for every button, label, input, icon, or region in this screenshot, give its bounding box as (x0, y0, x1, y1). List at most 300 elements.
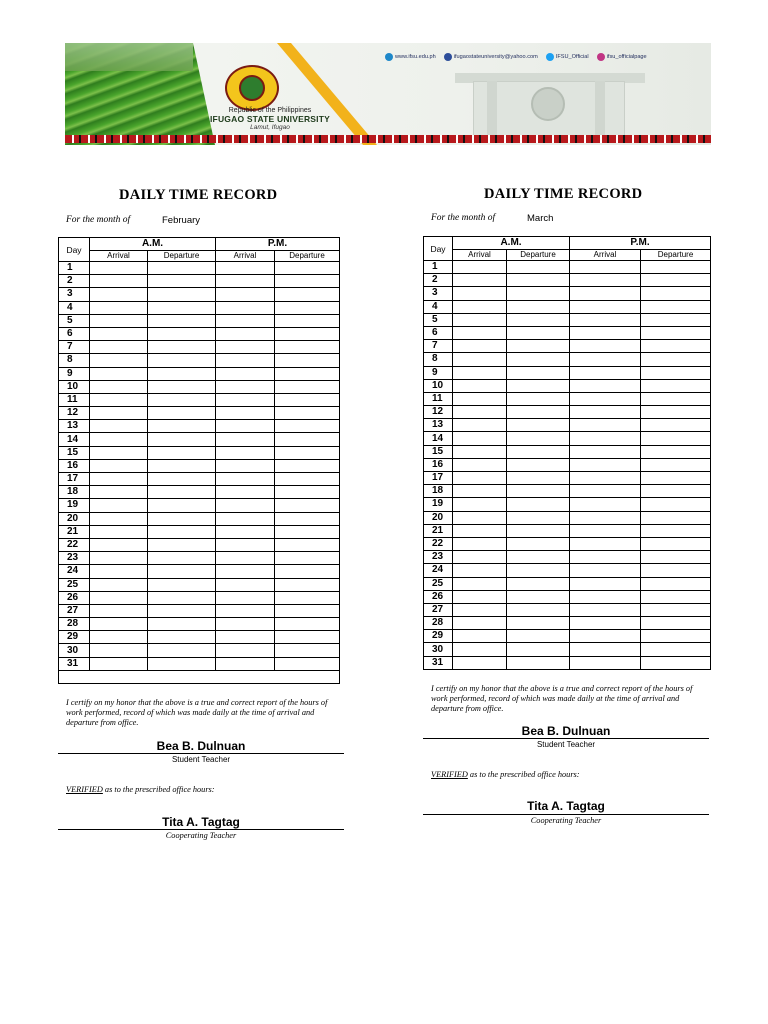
pm-arrival-cell[interactable] (216, 459, 275, 472)
am-arrival-cell[interactable] (453, 340, 507, 353)
am-departure-cell[interactable] (507, 577, 570, 590)
table-row (59, 591, 340, 604)
am-departure-cell[interactable] (148, 407, 216, 420)
am-departure-cell[interactable] (507, 564, 570, 577)
am-arrival-cell[interactable] (453, 419, 507, 432)
am-arrival-cell[interactable] (90, 525, 148, 538)
pm-arrival-cell[interactable] (216, 499, 275, 512)
am-departure-cell[interactable] (507, 379, 570, 392)
pm-departure-cell[interactable] (641, 406, 711, 419)
pm-arrival-cell[interactable] (570, 274, 641, 287)
am-departure-cell[interactable] (507, 340, 570, 353)
pm-arrival-cell[interactable] (570, 643, 641, 656)
am-arrival-cell[interactable] (453, 485, 507, 498)
am-arrival-cell[interactable] (90, 354, 148, 367)
pm-arrival-cell[interactable] (216, 341, 275, 354)
am-departure-cell[interactable] (507, 472, 570, 485)
form-title: DAILY TIME RECORD (119, 187, 278, 203)
am-departure-cell[interactable] (507, 419, 570, 432)
pm-departure-cell[interactable] (275, 367, 340, 380)
pm-departure-cell[interactable] (275, 591, 340, 604)
social-facebook[interactable]: ifugaostateuniversity@yahoo.com (444, 53, 538, 61)
pm-arrival-cell[interactable] (216, 288, 275, 301)
pm-departure-cell[interactable] (275, 538, 340, 551)
pm-departure-cell[interactable] (275, 407, 340, 420)
pm-arrival-cell[interactable] (216, 618, 275, 631)
pm-arrival-cell[interactable] (570, 551, 641, 564)
blank-row (59, 670, 340, 683)
pm-departure-cell[interactable] (275, 420, 340, 433)
am-departure-cell[interactable] (148, 446, 216, 459)
am-arrival-cell[interactable] (90, 644, 148, 657)
pm-arrival-cell[interactable] (216, 644, 275, 657)
day-number: 31 (424, 656, 453, 669)
pm-arrival-cell[interactable] (216, 301, 275, 314)
pm-departure-cell[interactable] (641, 617, 711, 630)
table-row (59, 301, 340, 314)
am-arrival-cell[interactable] (90, 301, 148, 314)
am-arrival-cell[interactable] (90, 367, 148, 380)
social-instagram[interactable]: ifsu_officialpage (597, 53, 647, 61)
pm-departure-cell[interactable] (641, 287, 711, 300)
am-arrival-cell[interactable] (453, 392, 507, 405)
pm-departure-cell[interactable] (275, 354, 340, 367)
verified-word: VERIFIED (66, 785, 103, 794)
pm-departure-cell[interactable] (641, 326, 711, 339)
pm-departure-cell[interactable] (641, 432, 711, 445)
pm-arrival-cell[interactable] (570, 432, 641, 445)
am-departure-cell[interactable] (507, 406, 570, 419)
pm-departure-cell[interactable] (275, 512, 340, 525)
pm-arrival-cell[interactable] (216, 657, 275, 670)
cooperating-teacher-name: Tita A. Tagtag (162, 815, 240, 829)
day-number: 9 (59, 367, 90, 380)
am-departure-cell[interactable] (148, 618, 216, 631)
am-arrival-cell[interactable] (453, 261, 507, 274)
pm-arrival-cell[interactable] (570, 630, 641, 643)
pm-departure-cell[interactable] (641, 458, 711, 471)
am-departure-cell[interactable] (148, 314, 216, 327)
pm-departure-cell[interactable] (275, 525, 340, 538)
am-departure-header: Departure (507, 250, 570, 261)
am-arrival-cell[interactable] (90, 591, 148, 604)
am-departure-cell[interactable] (148, 393, 216, 406)
table-row (59, 433, 340, 446)
am-arrival-cell[interactable] (453, 656, 507, 669)
pm-arrival-cell[interactable] (570, 419, 641, 432)
am-departure-cell[interactable] (507, 326, 570, 339)
am-arrival-cell[interactable] (90, 657, 148, 670)
pm-departure-cell[interactable] (275, 565, 340, 578)
day-number: 28 (59, 618, 90, 631)
pm-departure-cell[interactable] (275, 262, 340, 275)
pm-departure-cell[interactable] (641, 472, 711, 485)
social-twitter[interactable]: IFSU_Official (546, 53, 589, 61)
am-arrival-cell[interactable] (453, 617, 507, 630)
pm-departure-cell[interactable] (275, 380, 340, 393)
am-departure-cell[interactable] (148, 591, 216, 604)
cooperating-teacher-role: Cooperating Teacher (165, 831, 237, 840)
am-arrival-cell[interactable] (90, 327, 148, 340)
pm-departure-cell[interactable] (641, 274, 711, 287)
am-arrival-cell[interactable] (90, 341, 148, 354)
pm-departure-cell[interactable] (641, 564, 711, 577)
pm-departure-cell[interactable] (641, 366, 711, 379)
table-row (59, 341, 340, 354)
table-row (59, 552, 340, 565)
am-arrival-cell[interactable] (90, 275, 148, 288)
pm-departure-cell[interactable] (275, 288, 340, 301)
globe-icon (385, 53, 393, 61)
social-website[interactable]: www.ifsu.edu.ph (385, 53, 436, 61)
pm-arrival-cell[interactable] (216, 433, 275, 446)
pm-arrival-cell[interactable] (570, 287, 641, 300)
pm-departure-cell[interactable] (641, 537, 711, 550)
am-departure-cell[interactable] (507, 274, 570, 287)
am-departure-cell[interactable] (148, 327, 216, 340)
am-departure-cell[interactable] (507, 392, 570, 405)
pm-arrival-cell[interactable] (216, 367, 275, 380)
pm-departure-cell[interactable] (641, 603, 711, 616)
pm-departure-cell[interactable] (275, 459, 340, 472)
am-arrival-cell[interactable] (453, 537, 507, 550)
pm-departure-cell[interactable] (641, 524, 711, 537)
am-departure-cell[interactable] (148, 433, 216, 446)
pm-arrival-cell[interactable] (216, 275, 275, 288)
pm-arrival-cell[interactable] (216, 327, 275, 340)
am-departure-cell[interactable] (148, 341, 216, 354)
am-arrival-cell[interactable] (453, 379, 507, 392)
day-header: Day (424, 237, 453, 261)
pm-arrival-cell[interactable] (570, 379, 641, 392)
am-departure-cell[interactable] (507, 511, 570, 524)
am-arrival-cell[interactable] (453, 406, 507, 419)
pm-departure-cell[interactable] (641, 419, 711, 432)
table-row (59, 604, 340, 617)
pm-arrival-cell[interactable] (216, 538, 275, 551)
pm-arrival-cell[interactable] (570, 537, 641, 550)
am-departure-cell[interactable] (148, 604, 216, 617)
table-row (59, 393, 340, 406)
am-departure-cell[interactable] (148, 644, 216, 657)
am-arrival-cell[interactable] (90, 618, 148, 631)
am-arrival-cell[interactable] (90, 552, 148, 565)
day-number: 24 (59, 565, 90, 578)
am-departure-cell[interactable] (148, 301, 216, 314)
pm-arrival-cell[interactable] (216, 380, 275, 393)
pm-arrival-cell[interactable] (570, 564, 641, 577)
pm-departure-cell[interactable] (275, 301, 340, 314)
am-arrival-cell[interactable] (453, 300, 507, 313)
pm-arrival-cell[interactable] (570, 656, 641, 669)
am-arrival-cell[interactable] (453, 287, 507, 300)
verified-statement: VERIFIED as to the prescribed office hours: (66, 785, 215, 794)
am-arrival-cell[interactable] (453, 326, 507, 339)
table-row (59, 657, 340, 670)
day-number: 14 (424, 432, 453, 445)
pm-arrival-cell[interactable] (216, 565, 275, 578)
pm-departure-cell[interactable] (641, 353, 711, 366)
table-row (59, 631, 340, 644)
am-departure-cell[interactable] (507, 643, 570, 656)
table-row (424, 472, 711, 485)
pm-arrival-cell[interactable] (570, 524, 641, 537)
cooperating-signature-line (423, 814, 709, 815)
am-departure-cell[interactable] (507, 261, 570, 274)
am-departure-cell[interactable] (507, 353, 570, 366)
am-arrival-cell[interactable] (90, 578, 148, 591)
am-arrival-cell[interactable] (90, 565, 148, 578)
pm-arrival-cell[interactable] (570, 406, 641, 419)
am-arrival-cell[interactable] (453, 551, 507, 564)
pm-departure-cell[interactable] (275, 473, 340, 486)
am-departure-cell[interactable] (507, 551, 570, 564)
pm-departure-cell[interactable] (641, 511, 711, 524)
am-arrival-cell[interactable] (453, 511, 507, 524)
pm-departure-cell[interactable] (641, 300, 711, 313)
table-row (424, 287, 711, 300)
am-arrival-cell[interactable] (90, 604, 148, 617)
pm-departure-cell[interactable] (641, 485, 711, 498)
table-row (424, 432, 711, 445)
pm-arrival-cell[interactable] (216, 393, 275, 406)
am-departure-cell[interactable] (507, 603, 570, 616)
am-departure-cell[interactable] (507, 287, 570, 300)
pm-arrival-cell[interactable] (570, 458, 641, 471)
pm-arrival-cell[interactable] (570, 603, 641, 616)
am-arrival-cell[interactable] (90, 446, 148, 459)
am-departure-cell[interactable] (148, 499, 216, 512)
pm-arrival-cell[interactable] (216, 314, 275, 327)
pm-departure-cell[interactable] (275, 314, 340, 327)
am-departure-cell[interactable] (507, 445, 570, 458)
day-number: 29 (424, 630, 453, 643)
pm-arrival-cell[interactable] (216, 407, 275, 420)
pm-arrival-cell[interactable] (216, 473, 275, 486)
am-arrival-cell[interactable] (90, 288, 148, 301)
am-arrival-cell[interactable] (90, 512, 148, 525)
pm-arrival-cell[interactable] (216, 631, 275, 644)
am-arrival-cell[interactable] (453, 577, 507, 590)
am-arrival-cell[interactable] (453, 458, 507, 471)
pm-departure-cell[interactable] (641, 643, 711, 656)
pm-arrival-cell[interactable] (570, 340, 641, 353)
pm-departure-cell[interactable] (275, 327, 340, 340)
pm-arrival-cell[interactable] (570, 617, 641, 630)
am-departure-cell[interactable] (507, 590, 570, 603)
pm-arrival-cell[interactable] (570, 261, 641, 274)
am-arrival-cell[interactable] (453, 643, 507, 656)
day-number: 12 (424, 406, 453, 419)
am-arrival-cell[interactable] (90, 473, 148, 486)
pm-departure-cell[interactable] (641, 340, 711, 353)
am-departure-cell[interactable] (507, 537, 570, 550)
am-departure-cell[interactable] (507, 458, 570, 471)
am-departure-cell[interactable] (148, 565, 216, 578)
am-departure-cell[interactable] (148, 354, 216, 367)
pm-arrival-cell[interactable] (570, 511, 641, 524)
pm-arrival-cell[interactable] (216, 420, 275, 433)
pm-arrival-cell[interactable] (570, 498, 641, 511)
am-arrival-cell[interactable] (90, 393, 148, 406)
am-arrival-cell[interactable] (90, 314, 148, 327)
am-arrival-cell[interactable] (453, 498, 507, 511)
pm-departure-cell[interactable] (275, 499, 340, 512)
pm-arrival-cell[interactable] (570, 485, 641, 498)
am-departure-cell[interactable] (507, 366, 570, 379)
am-departure-cell[interactable] (507, 300, 570, 313)
am-departure-cell[interactable] (148, 275, 216, 288)
am-departure-cell[interactable] (148, 631, 216, 644)
pm-departure-cell[interactable] (641, 379, 711, 392)
pm-arrival-cell[interactable] (216, 354, 275, 367)
table-row (59, 327, 340, 340)
cooperating-teacher-name: Tita A. Tagtag (527, 799, 605, 813)
am-departure-cell[interactable] (148, 262, 216, 275)
pm-arrival-cell[interactable] (570, 472, 641, 485)
red-border-stripe (65, 135, 711, 143)
table-row (424, 340, 711, 353)
table-row (424, 326, 711, 339)
day-number: 21 (424, 524, 453, 537)
pm-arrival-cell[interactable] (570, 445, 641, 458)
pm-arrival-cell[interactable] (216, 486, 275, 499)
am-departure-cell[interactable] (148, 420, 216, 433)
am-arrival-cell[interactable] (90, 380, 148, 393)
pm-arrival-cell[interactable] (216, 591, 275, 604)
am-arrival-cell[interactable] (453, 432, 507, 445)
pm-departure-cell[interactable] (275, 341, 340, 354)
pm-departure-cell[interactable] (275, 657, 340, 670)
am-arrival-cell[interactable] (453, 313, 507, 326)
pm-departure-cell[interactable] (275, 486, 340, 499)
am-departure-cell[interactable] (148, 538, 216, 551)
pm-departure-cell[interactable] (641, 590, 711, 603)
am-arrival-cell[interactable] (90, 538, 148, 551)
pm-departure-cell[interactable] (275, 275, 340, 288)
pm-arrival-cell[interactable] (570, 366, 641, 379)
day-number: 14 (59, 433, 90, 446)
pm-arrival-cell[interactable] (570, 326, 641, 339)
pm-departure-cell[interactable] (641, 656, 711, 669)
am-departure-cell[interactable] (507, 432, 570, 445)
am-arrival-cell[interactable] (90, 407, 148, 420)
pm-arrival-cell[interactable] (216, 552, 275, 565)
am-arrival-cell[interactable] (90, 499, 148, 512)
verified-word: VERIFIED (431, 770, 468, 779)
pm-arrival-cell[interactable] (216, 446, 275, 459)
am-arrival-cell[interactable] (453, 630, 507, 643)
pm-departure-cell[interactable] (641, 551, 711, 564)
am-departure-cell[interactable] (507, 485, 570, 498)
am-departure-cell[interactable] (148, 380, 216, 393)
am-departure-cell[interactable] (148, 486, 216, 499)
pm-arrival-cell[interactable] (570, 300, 641, 313)
am-header: A.M. (90, 238, 216, 251)
am-arrival-cell[interactable] (453, 524, 507, 537)
day-number: 3 (59, 288, 90, 301)
pm-departure-cell[interactable] (641, 445, 711, 458)
pm-departure-cell[interactable] (275, 604, 340, 617)
pm-departure-cell[interactable] (641, 630, 711, 643)
day-number: 30 (59, 644, 90, 657)
pm-arrival-cell[interactable] (216, 512, 275, 525)
pm-departure-cell[interactable] (275, 644, 340, 657)
pm-departure-cell[interactable] (275, 393, 340, 406)
am-departure-cell[interactable] (507, 524, 570, 537)
table-row (59, 525, 340, 538)
pm-departure-cell[interactable] (275, 618, 340, 631)
am-arrival-cell[interactable] (90, 433, 148, 446)
am-arrival-cell[interactable] (453, 366, 507, 379)
am-arrival-cell[interactable] (453, 590, 507, 603)
am-arrival-cell[interactable] (90, 459, 148, 472)
am-arrival-cell[interactable] (90, 631, 148, 644)
am-departure-cell[interactable] (507, 617, 570, 630)
pm-arrival-cell[interactable] (570, 590, 641, 603)
am-departure-cell[interactable] (507, 630, 570, 643)
pm-arrival-cell[interactable] (570, 353, 641, 366)
am-departure-cell[interactable] (148, 288, 216, 301)
am-departure-cell[interactable] (507, 656, 570, 669)
am-departure-cell[interactable] (507, 498, 570, 511)
day-number: 26 (59, 591, 90, 604)
table-row (59, 420, 340, 433)
pm-arrival-cell[interactable] (216, 525, 275, 538)
am-departure-cell[interactable] (148, 473, 216, 486)
am-departure-cell[interactable] (148, 512, 216, 525)
am-departure-cell[interactable] (148, 578, 216, 591)
pm-arrival-cell[interactable] (570, 577, 641, 590)
pm-departure-cell[interactable] (275, 578, 340, 591)
pm-departure-cell[interactable] (275, 446, 340, 459)
pm-departure-cell[interactable] (641, 498, 711, 511)
am-arrival-cell[interactable] (90, 262, 148, 275)
pm-arrival-cell[interactable] (216, 604, 275, 617)
pm-departure-cell[interactable] (275, 631, 340, 644)
am-arrival-cell[interactable] (90, 420, 148, 433)
facebook-icon (444, 53, 452, 61)
am-departure-cell[interactable] (148, 552, 216, 565)
pm-arrival-cell[interactable] (570, 392, 641, 405)
pm-departure-cell[interactable] (641, 392, 711, 405)
am-arrival-cell[interactable] (453, 564, 507, 577)
pm-departure-cell[interactable] (641, 577, 711, 590)
am-arrival-cell[interactable] (90, 486, 148, 499)
pm-arrival-cell[interactable] (216, 578, 275, 591)
table-row (424, 406, 711, 419)
pm-arrival-cell[interactable] (570, 313, 641, 326)
pm-departure-cell[interactable] (641, 261, 711, 274)
pm-departure-cell[interactable] (641, 313, 711, 326)
pm-departure-cell[interactable] (275, 433, 340, 446)
am-departure-cell[interactable] (148, 525, 216, 538)
am-departure-cell[interactable] (148, 459, 216, 472)
am-departure-cell[interactable] (148, 657, 216, 670)
am-departure-cell[interactable] (507, 313, 570, 326)
pm-departure-cell[interactable] (275, 552, 340, 565)
table-row (59, 288, 340, 301)
am-departure-cell[interactable] (148, 367, 216, 380)
am-arrival-cell[interactable] (453, 445, 507, 458)
am-arrival-cell[interactable] (453, 472, 507, 485)
pm-arrival-cell[interactable] (216, 262, 275, 275)
am-arrival-cell[interactable] (453, 274, 507, 287)
day-number: 12 (59, 407, 90, 420)
form-title: DAILY TIME RECORD (484, 186, 643, 202)
am-arrival-cell[interactable] (453, 353, 507, 366)
am-arrival-cell[interactable] (453, 603, 507, 616)
